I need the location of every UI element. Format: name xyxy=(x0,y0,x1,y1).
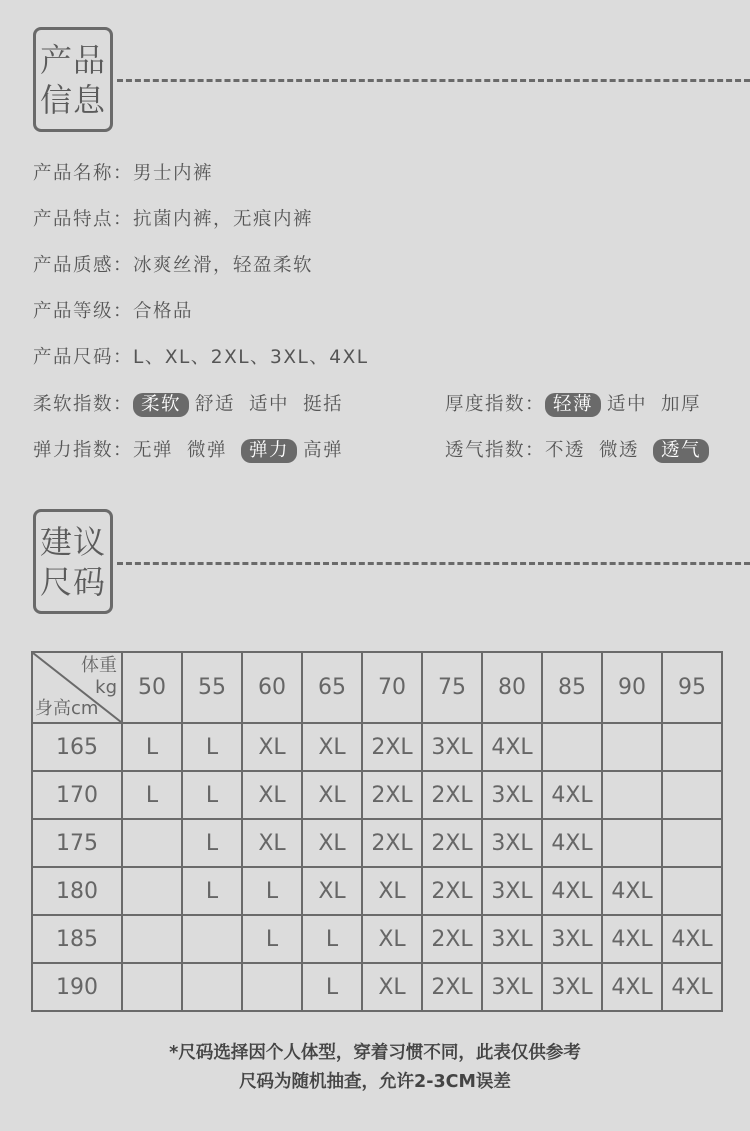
corner-kg-label: kg xyxy=(95,677,117,698)
size-cell xyxy=(182,915,242,963)
info-value: L、XL、2XL、3XL、4XL xyxy=(133,347,369,368)
table-row xyxy=(32,963,722,1011)
info-value: 合格品 xyxy=(133,301,194,322)
breathability-index xyxy=(445,436,715,466)
size-cell: 2XL xyxy=(422,819,482,867)
elasticity-option: 微弹 xyxy=(187,440,228,461)
size-cell: 3XL xyxy=(422,723,482,771)
corner-height-label: 身高cm xyxy=(35,698,99,719)
note-line-1: *尺码选择因个人体型，穿着习惯不同，此表仅供参考 xyxy=(169,1043,581,1063)
size-cell: 2XL xyxy=(362,819,422,867)
section-divider xyxy=(117,562,750,565)
breathability-option: 微透 xyxy=(599,440,640,461)
size-cell: 3XL xyxy=(482,771,542,819)
softness-option: 舒适 xyxy=(195,394,236,415)
size-cell: XL xyxy=(302,723,362,771)
section-title-line1: 产品 xyxy=(39,40,106,79)
softness-option-selected: 柔软 xyxy=(133,393,189,417)
size-cell: 4XL xyxy=(542,771,602,819)
size-cell: L xyxy=(122,723,182,771)
size-cell: 3XL xyxy=(482,867,542,915)
note-line-2: 尺码为随机抽查，允许2-3CM误差 xyxy=(239,1072,511,1092)
thickness-index xyxy=(445,390,715,420)
size-cell: 4XL xyxy=(542,819,602,867)
size-cell: 4XL xyxy=(602,963,662,1011)
size-cell xyxy=(122,867,182,915)
size-cell xyxy=(122,819,182,867)
size-cell: L xyxy=(182,819,242,867)
info-value: 男士内裤 xyxy=(133,163,214,184)
elasticity-index xyxy=(33,436,357,466)
softness-option: 挺括 xyxy=(303,394,344,415)
info-row-grade xyxy=(33,297,193,327)
size-cell xyxy=(182,963,242,1011)
info-label: 产品质感： xyxy=(33,255,134,276)
size-cell: XL xyxy=(302,819,362,867)
size-cell xyxy=(242,963,302,1011)
size-cell: 2XL xyxy=(422,963,482,1011)
size-cell: L xyxy=(182,867,242,915)
size-cell: XL xyxy=(362,867,422,915)
size-cell: 3XL xyxy=(482,915,542,963)
weight-header-cell: 90 xyxy=(602,652,662,723)
size-cell xyxy=(122,963,182,1011)
size-cell: 2XL xyxy=(362,723,422,771)
section-title-size-advice xyxy=(33,509,113,614)
size-cell: XL xyxy=(242,723,302,771)
weight-header-cell: 85 xyxy=(542,652,602,723)
thickness-option-selected: 轻薄 xyxy=(545,393,601,417)
corner-weight-label: 体重 xyxy=(81,655,117,676)
size-cell xyxy=(662,819,722,867)
thickness-option: 适中 xyxy=(607,394,648,415)
size-cell: 4XL xyxy=(662,963,722,1011)
size-cell: L xyxy=(182,771,242,819)
size-cell xyxy=(122,915,182,963)
size-cell: 2XL xyxy=(422,867,482,915)
weight-header-cell: 60 xyxy=(242,652,302,723)
size-cell xyxy=(602,819,662,867)
weight-header-cell: 70 xyxy=(362,652,422,723)
size-cell: 4XL xyxy=(602,915,662,963)
size-cell: XL xyxy=(302,867,362,915)
info-row-name xyxy=(33,159,213,189)
size-cell: XL xyxy=(302,771,362,819)
elasticity-option-selected: 弹力 xyxy=(241,439,297,463)
size-table xyxy=(31,651,723,1012)
info-label: 产品名称： xyxy=(33,163,134,184)
weight-header-cell: 95 xyxy=(662,652,722,723)
info-row-size xyxy=(33,343,369,373)
weight-header-cell: 50 xyxy=(122,652,182,723)
info-row-feature xyxy=(33,205,313,235)
height-cell: 180 xyxy=(32,867,122,915)
info-label: 产品特点： xyxy=(33,209,134,230)
height-cell: 190 xyxy=(32,963,122,1011)
size-cell: L xyxy=(302,963,362,1011)
size-cell: XL xyxy=(242,771,302,819)
table-corner xyxy=(32,652,122,723)
size-cell xyxy=(602,723,662,771)
size-cell xyxy=(542,723,602,771)
thickness-option: 加厚 xyxy=(661,394,702,415)
height-cell: 165 xyxy=(32,723,122,771)
index-label: 柔软指数： xyxy=(33,394,134,415)
elasticity-option: 高弹 xyxy=(303,440,344,461)
size-cell: L xyxy=(122,771,182,819)
size-cell: 2XL xyxy=(422,771,482,819)
breathability-option: 不透 xyxy=(545,440,586,461)
info-label: 产品等级： xyxy=(33,301,134,322)
size-cell: L xyxy=(302,915,362,963)
section-title-line2: 信息 xyxy=(39,80,106,119)
size-cell xyxy=(662,771,722,819)
section-divider xyxy=(117,79,750,82)
size-cell: XL xyxy=(362,915,422,963)
info-label: 产品尺码： xyxy=(33,347,134,368)
weight-header-cell: 75 xyxy=(422,652,482,723)
size-cell: 2XL xyxy=(422,915,482,963)
height-cell: 170 xyxy=(32,771,122,819)
size-cell: 4XL xyxy=(602,867,662,915)
table-header-row xyxy=(32,652,722,723)
index-label: 厚度指数： xyxy=(445,394,546,415)
height-cell: 185 xyxy=(32,915,122,963)
section-title-line1: 建议 xyxy=(39,522,106,561)
size-cell: XL xyxy=(362,963,422,1011)
table-row xyxy=(32,867,722,915)
table-row xyxy=(32,723,722,771)
index-label: 弹力指数： xyxy=(33,440,134,461)
section-title-product-info xyxy=(33,27,113,132)
softness-option: 适中 xyxy=(249,394,290,415)
section-title-line2: 尺码 xyxy=(39,562,106,601)
weight-header-cell: 80 xyxy=(482,652,542,723)
table-row xyxy=(32,771,722,819)
table-row xyxy=(32,819,722,867)
size-cell: 4XL xyxy=(662,915,722,963)
size-cell: 3XL xyxy=(482,963,542,1011)
height-cell: 175 xyxy=(32,819,122,867)
elasticity-option: 无弹 xyxy=(133,440,174,461)
size-cell xyxy=(662,867,722,915)
index-row-1 xyxy=(33,390,733,420)
table-row xyxy=(32,915,722,963)
size-cell: 3XL xyxy=(482,819,542,867)
size-cell: XL xyxy=(242,819,302,867)
index-row-2 xyxy=(33,436,733,466)
size-cell: L xyxy=(242,915,302,963)
size-cell: 3XL xyxy=(542,915,602,963)
size-cell: L xyxy=(242,867,302,915)
index-label: 透气指数： xyxy=(445,440,546,461)
size-cell: 4XL xyxy=(482,723,542,771)
size-cell: 2XL xyxy=(362,771,422,819)
weight-header-cell: 65 xyxy=(302,652,362,723)
size-cell: 4XL xyxy=(542,867,602,915)
weight-header-cell: 55 xyxy=(182,652,242,723)
info-row-texture xyxy=(33,251,313,281)
size-cell xyxy=(602,771,662,819)
info-value: 冰爽丝滑，轻盈柔软 xyxy=(133,255,314,276)
size-cell: L xyxy=(182,723,242,771)
info-value: 抗菌内裤，无痕内裤 xyxy=(133,209,314,230)
size-cell xyxy=(662,723,722,771)
size-cell: 3XL xyxy=(542,963,602,1011)
breathability-option-selected: 透气 xyxy=(653,439,709,463)
softness-index xyxy=(33,390,357,420)
